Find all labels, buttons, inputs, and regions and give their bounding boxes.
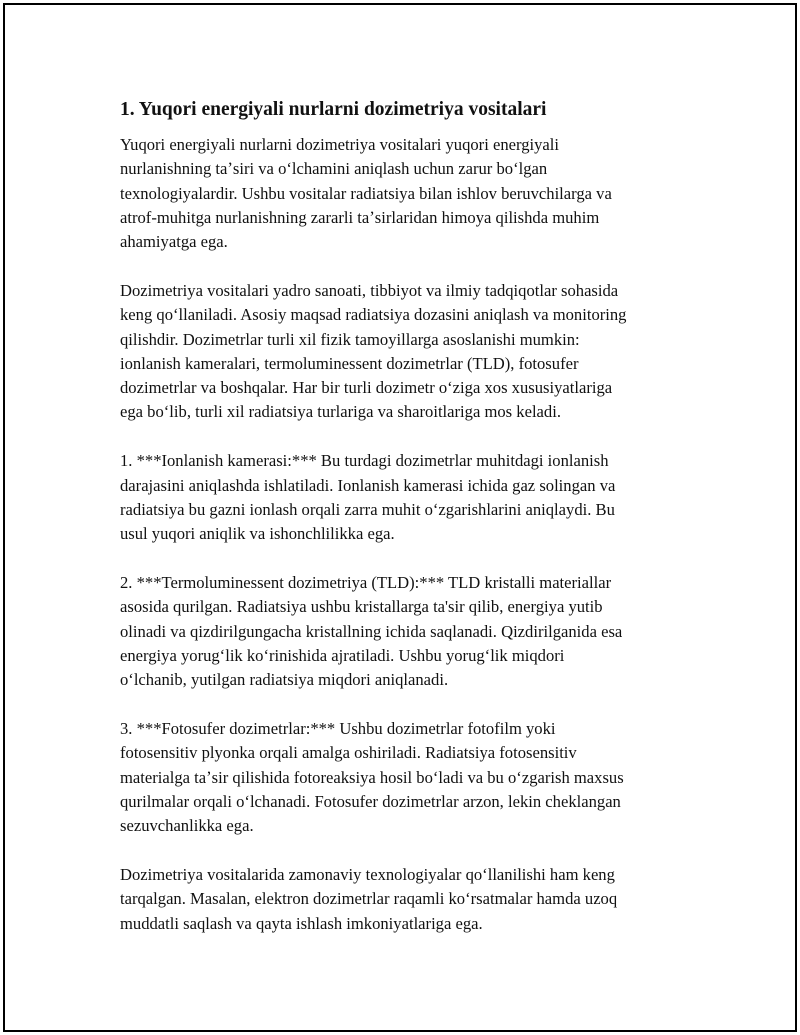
text-line: Yuqori energiyali nurlarni dozimetriya vositalari yuqori energiyali [120,135,559,154]
text-line: oʻlchanib, yutilgan radiatsiya miqdori aniqlanadi. [120,670,449,690]
text-line: qurilmalar orqali oʻlchanadi. Fotosufer dozimetrlar arzon, lekin cheklangan [120,791,621,811]
text-line: darajasini aniqlashda ishlatiladi. Ionlanish kamerasi ichida gaz solingan va [120,475,616,495]
text-line: nurlanishning taʼsiri va oʻlchamini aniqlash uchun zarur boʻlgan [120,159,548,179]
page-frame [3,3,797,1032]
text-line: sezuvchanlikka ega. [120,816,254,836]
paragraph-usage [120,279,690,425]
text-line: tarqalgan. Masalan, elektron dozimetrlar raqamli koʻrsatmalar hamda uzoq [120,889,618,909]
text-line: 2. ***Termoluminessent dozimetriya (TLD):*** TLD kristalli materiallar [120,572,612,592]
text-line: energiya yorugʻlik koʻrinishida ajratiladi. Ushbu yorugʻlik miqdori [120,645,565,665]
text-line: Dozimetriya vositalari yadro sanoati, tibbiyot va ilmiy tadqiqotlar sohasida [120,280,619,300]
text-line: dozimetrlar va boshqalar. Har bir turli dozimetr oʻziga xos xususiyatlariga [120,378,613,398]
text-line: qilishdir. Dozimetrlar turli xil fizik tamoyillarga asoslanishi mumkin: [120,329,580,349]
paragraph-ionization-chamber [120,449,690,546]
text-line: texnologiyalardir. Ushbu vositalar radiatsiya bilan ishlov beruvchilarga va [120,183,612,203]
paragraph-tld [120,571,690,692]
paragraph-modern-technologies [120,863,690,936]
document-body [120,97,690,960]
text-line: ega boʻlib, turli xil radiatsiya turlariga va sharoitlariga mos keladi. [120,402,561,422]
text-line: olinadi va qizdirilgungacha kristallning ichida saqlanadi. Qizdirilganida esa [120,621,623,641]
text-line: usul yuqori aniqlik va ishonchlilikka ega. [120,524,395,544]
document-title: 1. Yuqori energiyali nurlarni dozimetriya vositalari [120,99,547,120]
text-line: Dozimetriya vositalarida zamonaviy texnologiyalar qoʻllanilishi ham keng [120,864,615,884]
text-line: radiatsiya bu gazni ionlash orqali zarra muhit oʻzgarishlarini aniqlaydi. Bu [120,499,615,519]
text-line: asosida qurilgan. Radiatsiya ushbu kristallarga ta'sir qilib, energiya yutib [120,597,603,617]
paragraph-intro [120,133,690,254]
text-line: atrof-muhitga nurlanishning zararli taʼsirlaridan himoya qilishda muhim [120,207,600,227]
text-line: materialga taʼsir qilishida fotoreaksiya hosil boʻladi va bu oʻzgarish maxsus [120,767,624,787]
paragraph-photo-dosimeters [120,717,690,838]
text-line: fotosensitiv plyonka orqali amalga oshiriladi. Radiatsiya fotosensitiv [120,743,577,763]
text-line: 1. ***Ionlanish kamerasi:*** Bu turdagi dozimetrlar muhitdagi ionlanish [120,451,609,471]
text-line: 3. ***Fotosufer dozimetrlar:*** Ushbu dozimetrlar fotofilm yoki [120,718,556,738]
text-line: ahamiyatga ega. [120,232,228,252]
text-line: ionlanish kameralari, termoluminessent dozimetrlar (TLD), fotosufer [120,353,579,373]
text-line: keng qoʻllaniladi. Asosiy maqsad radiatsiya dozasini aniqlash va monitoring [120,305,627,325]
text-line: muddatli saqlash va qayta ishlash imkoniyatlariga ega. [120,913,483,933]
